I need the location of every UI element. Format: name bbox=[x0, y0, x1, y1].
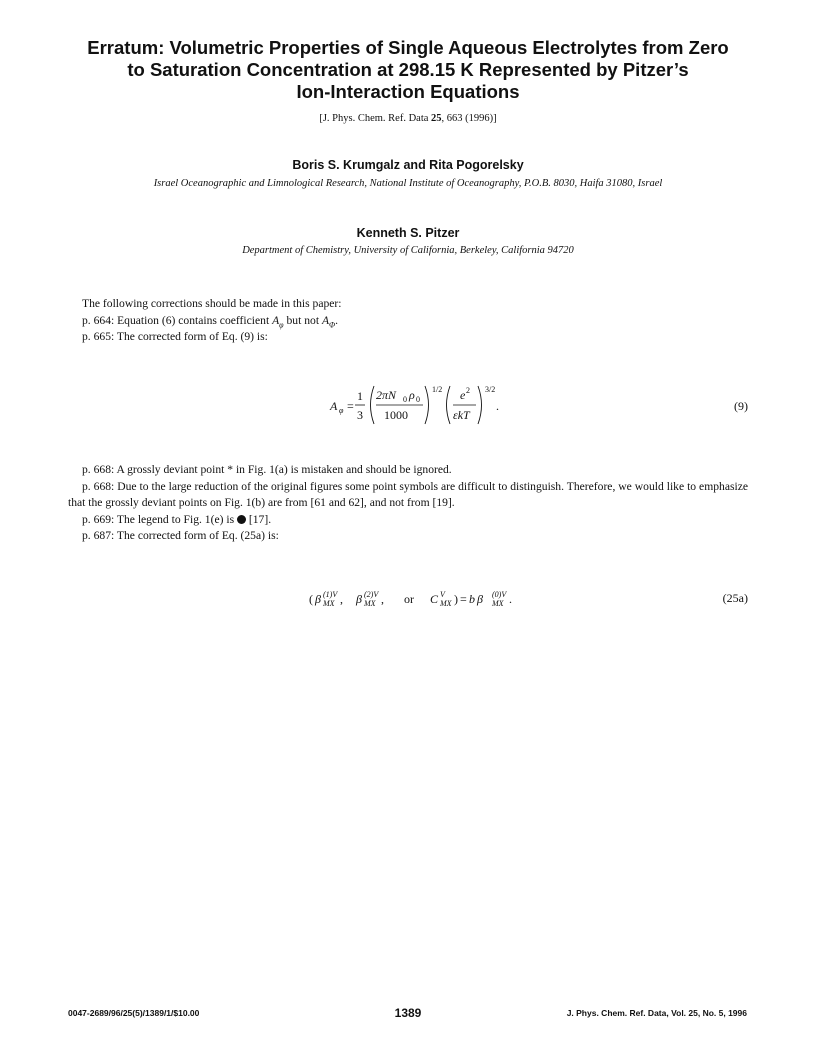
eq9-left-paren-2 bbox=[447, 386, 451, 424]
citation-suffix: , 663 (1996)] bbox=[441, 113, 497, 124]
correction-p668a bbox=[68, 462, 748, 479]
eq25-beta-0: β bbox=[477, 592, 483, 606]
eq25-close-paren: ) bbox=[454, 592, 458, 606]
author-affiliation-1: Israel Oceanographic and Limnological Research, National Institute of Oceanography, P.O.B. 8030, Haifa 31080, Israel bbox=[153, 178, 663, 189]
eq9-exp1: 1/2 bbox=[432, 385, 443, 394]
coef-a-letter: A bbox=[272, 313, 280, 327]
eq25-open-paren: ( bbox=[309, 592, 313, 606]
asterisk-symbol: * bbox=[227, 463, 234, 476]
correction-p664-middle: but not bbox=[283, 313, 322, 327]
title-line-1: Erratum: Volumetric Properties of Single Aqueous Electrolytes from Zero bbox=[87, 37, 729, 58]
eq9-period: . bbox=[496, 399, 499, 413]
eq25-comma-2: , bbox=[381, 592, 384, 606]
coef-a2-letter: A bbox=[321, 313, 330, 327]
eq9-num1-rho-sub: 0 bbox=[416, 395, 420, 404]
corrections-part-1 bbox=[68, 296, 748, 346]
eq9-num1-sub: 0 bbox=[403, 395, 407, 404]
coefficient-a-phi bbox=[272, 314, 284, 327]
eq25-comma-1: , bbox=[340, 592, 343, 606]
eq9-one: 1 bbox=[357, 389, 363, 403]
eq9-right-paren-1 bbox=[425, 386, 429, 424]
eq9-num1-rho: ρ bbox=[409, 388, 415, 402]
equation-25a-number: (25a) bbox=[722, 591, 748, 605]
eq9-den2: εkT bbox=[453, 408, 470, 422]
eq9-lhs: A bbox=[330, 399, 338, 413]
eq25-b: b bbox=[469, 592, 475, 606]
eq25-sup-0: (0)V bbox=[492, 590, 507, 599]
eq9-num2: e bbox=[460, 388, 466, 402]
corrections-part-2 bbox=[68, 462, 748, 545]
correction-p664-text: p. 664: Equation (6) contains coefficient bbox=[82, 313, 273, 327]
filled-circle-icon bbox=[237, 515, 246, 524]
eq25-sub-1: MX bbox=[323, 599, 335, 608]
correction-p687: p. 687: The corrected form of Eq. (25a) is: bbox=[82, 529, 279, 542]
eq9-num2-exp: 2 bbox=[466, 386, 470, 395]
footer-journal: J. Phys. Chem. Ref. Data, Vol. 25, No. 5, 1996 bbox=[566, 1008, 747, 1018]
eq9-den1: 1000 bbox=[384, 408, 408, 422]
eq9-lhs-sub: φ bbox=[339, 406, 344, 415]
equation-9-graphic bbox=[68, 382, 748, 430]
correction-p668b: p. 668: Due to the large reduction of the original figures some point symbols are difficult to distinguish. Therefore, we would like to emphasize that the grossly deviant points on Fig. 1(b) are from [61 and 62], and not from [19]. bbox=[68, 479, 748, 509]
correction-p669 bbox=[68, 512, 748, 529]
coef-capital-phi-sub: Φ bbox=[329, 319, 336, 329]
intro-paragraph: The following corrections should be made in this paper: bbox=[82, 297, 342, 310]
footer-page-number: 1389 bbox=[394, 1006, 422, 1020]
eq9-three: 3 bbox=[357, 408, 363, 422]
eq25-equals: = bbox=[460, 592, 467, 606]
equation-9-number: (9) bbox=[734, 399, 748, 413]
author-affiliation-2: Department of Chemistry, University of California, Berkeley, California 94720 bbox=[242, 245, 574, 256]
eq25-c-sup: V bbox=[440, 590, 445, 599]
title-line-2: to Saturation Concentration at 298.15 K Represented by Pitzer’s bbox=[127, 59, 689, 80]
equation-25a bbox=[68, 588, 748, 612]
eq25-sup-1: (1)V bbox=[323, 590, 338, 599]
citation-prefix: [J. Phys. Chem. Ref. Data bbox=[319, 113, 432, 124]
eq25-sub-2: MX bbox=[364, 599, 376, 608]
eq25-beta-2: β bbox=[356, 592, 362, 606]
footer-issn: 0047-2689/96/25(5)/1389/1/$10.00 bbox=[68, 1008, 200, 1018]
coef-phi-sub: φ bbox=[279, 319, 284, 329]
correction-p668a-text: p. 668: A grossly deviant point bbox=[82, 463, 228, 476]
equation-25a-graphic bbox=[68, 588, 748, 612]
citation-volume: 25 bbox=[431, 113, 442, 124]
title-line-3: Ion-Interaction Equations bbox=[296, 81, 520, 102]
eq25-c: C bbox=[430, 592, 439, 606]
eq25-c-sub: MX bbox=[440, 599, 452, 608]
article-title bbox=[60, 37, 756, 103]
eq25-or: or bbox=[404, 592, 414, 606]
eq25-sub-0: MX bbox=[492, 599, 504, 608]
eq9-right-paren-2 bbox=[478, 386, 482, 424]
equation-9 bbox=[68, 382, 748, 430]
correction-p664: p. 664: Equation (6) contains coefficient $A_\varphi$ but not $A_\Phi$. bbox=[82, 313, 339, 329]
correction-p668a-suffix: in Fig. 1(a) is mistaken and should be ignored. bbox=[233, 463, 452, 476]
citation bbox=[0, 113, 816, 124]
author-names-1: Boris S. Krumgalz and Rita Pogorelsky bbox=[292, 158, 524, 172]
eq9-left-paren-1 bbox=[371, 386, 375, 424]
eq9-exp2: 3/2 bbox=[485, 385, 496, 394]
correction-p669-suffix: [17]. bbox=[246, 512, 272, 526]
eq9-num1: 2πN bbox=[376, 388, 397, 402]
correction-p669-text: p. 669: The legend to Fig. 1(e) is bbox=[82, 512, 237, 526]
coefficient-a-phi-capital bbox=[322, 314, 335, 327]
correction-p665: p. 665: The corrected form of Eq. (9) is: bbox=[82, 330, 268, 343]
eq25-period: . bbox=[509, 592, 512, 606]
author-names-2: Kenneth S. Pitzer bbox=[356, 226, 460, 240]
eq25-beta-1: β bbox=[315, 592, 321, 606]
eq25-sup-2: (2)V bbox=[364, 590, 379, 599]
eq9-equals: = bbox=[347, 399, 354, 413]
